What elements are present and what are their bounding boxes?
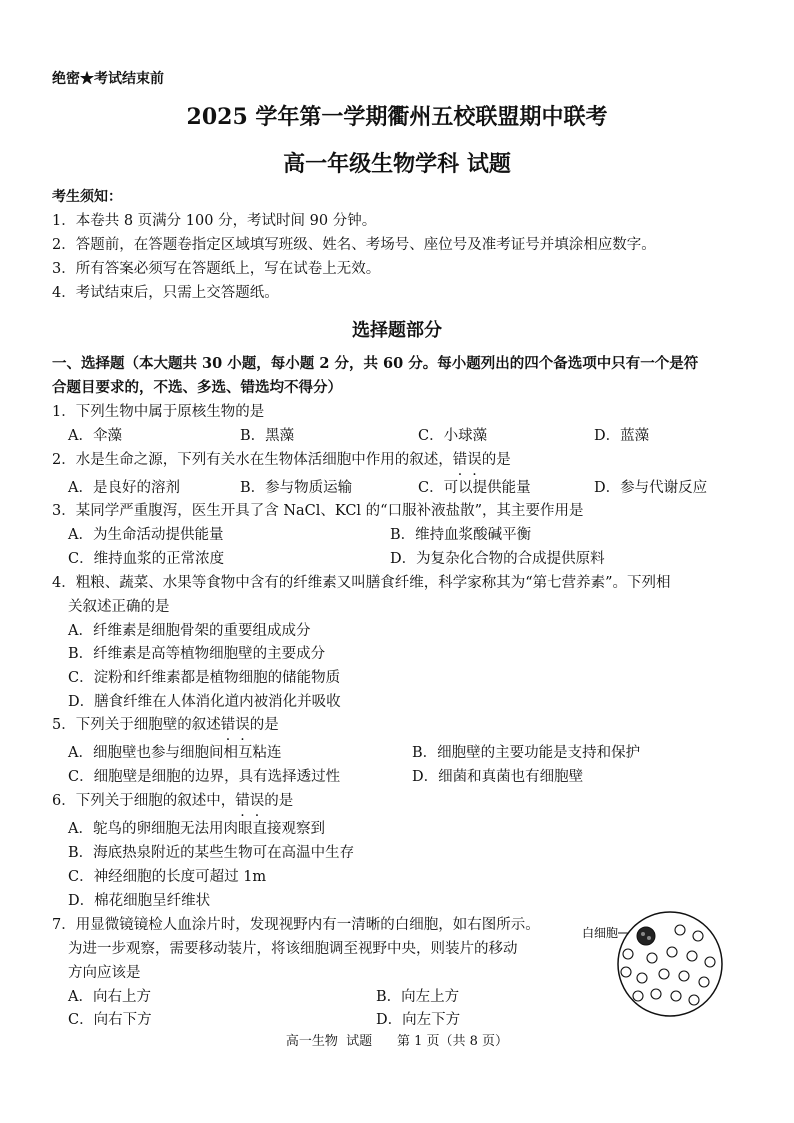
- notice-item-2: 2．答题前，在答题卷指定区域填写班级、姓名、考场号、座位号及准考证号并填涂相应数字。: [52, 237, 656, 253]
- q2-emphasis-2: 误: [467, 452, 482, 468]
- q1-option-b: B．黑藻: [240, 428, 295, 444]
- q5-option-b: B．细胞壁的主要功能是支持和保护: [412, 745, 641, 761]
- q1-option-c: C．小球藻: [418, 428, 488, 444]
- q4-option-d: D．膳食纤维在人体消化道内被消化并吸收: [68, 694, 341, 710]
- q2-stem-post: 的是: [481, 452, 511, 468]
- q4-option-b: B．纤维素是高等植物细胞壁的主要成分: [68, 646, 326, 662]
- q7-option-a: A．向右上方: [68, 989, 151, 1005]
- red-blood-cell: [693, 931, 703, 941]
- red-blood-cell: [689, 995, 699, 1005]
- red-blood-cell: [671, 991, 681, 1001]
- q5-emphasis-1: 错: [220, 717, 236, 733]
- page-footer: 高一生物 试题 第 1 页（共 8 页）: [285, 1034, 509, 1049]
- q4-stem-line2: 关叙述正确的是: [68, 599, 170, 615]
- section-title: 选择题部分: [352, 320, 442, 341]
- q1-option-d: D．蓝藻: [594, 428, 650, 444]
- notice-heading: 考生须知：: [52, 189, 122, 205]
- exam-title: 2025 学年第一学期衢州五校联盟期中联考: [186, 104, 608, 130]
- secret-mark: 绝密★考试结束前: [52, 71, 164, 87]
- red-blood-cell: [637, 973, 647, 983]
- q5-emphasis-2: 误: [235, 717, 250, 733]
- figure-label-white-cell: 白细胞: [582, 926, 619, 940]
- q2-option-b: B．参与物质运输: [240, 480, 353, 496]
- q7-stem-line1: 7．用显微镜镜检人血涂片时，发现视野内有一清晰的白细胞，如右图所示。: [52, 917, 540, 933]
- q5-stem: [52, 713, 279, 734]
- q5-stem-pre: 5．下列关于细胞壁的叙述: [52, 717, 221, 733]
- notice-item-1: 1．本卷共 8 页满分 100 分，考试时间 90 分钟。: [52, 213, 377, 229]
- q6-option-a: A．鸵鸟的卵细胞无法用肉眼直接观察到: [68, 821, 325, 837]
- q1-option-a: A．伞藻: [68, 428, 122, 444]
- microscope-field-svg: [580, 906, 760, 1021]
- q6-stem-post: 的是: [264, 793, 294, 809]
- red-blood-cell: [659, 969, 669, 979]
- notice-item-3: 3．所有答案必须写在答题纸上，写在试卷上无效。: [52, 261, 381, 277]
- q6-option-d: D．棉花细胞呈纤维状: [68, 893, 211, 909]
- q7-option-b: B．向左上方: [376, 989, 460, 1005]
- red-blood-cell: [623, 949, 633, 959]
- q7-stem-line2: 为进一步观察，需要移动装片，将该细胞调至视野中央，则装片的移动: [68, 941, 518, 957]
- cell-granule: [647, 936, 651, 940]
- q5-option-c: C．细胞壁是细胞的边界，具有选择透过性: [68, 769, 341, 785]
- q2-stem-pre: 2．水是生命之源，下列有关水在生物体活细胞中作用的叙述，: [52, 452, 453, 468]
- q5-option-d: D．细菌和真菌也有细胞壁: [412, 769, 584, 785]
- q6-option-b: B．海底热泉附近的某些生物可在高温中生存: [68, 845, 355, 861]
- red-blood-cell: [633, 991, 643, 1001]
- red-blood-cell: [621, 967, 631, 977]
- q3-option-a: A．为生命活动提供能量: [68, 527, 224, 543]
- q6-emphasis-1: 错: [235, 793, 250, 809]
- red-blood-cell: [679, 971, 689, 981]
- q4-option-c: C．淀粉和纤维素都是植物细胞的储能物质: [68, 670, 341, 686]
- q7-option-d: D．向左下方: [376, 1012, 461, 1028]
- q3-option-d: D．为复杂化合物的合成提供原料: [390, 551, 605, 567]
- q2-emphasis-1: 错: [452, 452, 468, 468]
- q2-stem: [52, 448, 511, 469]
- q7-option-c: C．向右下方: [68, 1012, 152, 1028]
- q2-option-a: A．是良好的溶剂: [68, 480, 180, 496]
- q6-stem: [52, 789, 293, 810]
- part-heading-line2: 合题目要求的，不选、多选、错选均不得分）: [52, 379, 342, 396]
- microscope-field-figure: [580, 906, 760, 1021]
- q1-stem: 1．下列生物中属于原核生物的是: [52, 404, 265, 420]
- q5-option-a: A．细胞壁也参与细胞间相互粘连: [68, 745, 282, 761]
- exam-subtitle: 高一年级生物学科 试题: [283, 151, 511, 177]
- red-blood-cell: [705, 957, 715, 967]
- white-blood-cell: [637, 927, 655, 945]
- q6-stem-pre: 6．下列关于细胞的叙述中，: [52, 793, 236, 809]
- q2-option-d: D．参与代谢反应: [594, 480, 708, 496]
- q4-option-a: A．纤维素是细胞骨架的重要组成成分: [68, 623, 311, 639]
- red-blood-cell: [647, 953, 657, 963]
- red-blood-cell: [675, 925, 685, 935]
- q4-stem-line1: 4．粗粮、蔬菜、水果等食物中含有的纤维素又叫膳食纤维，科学家称其为“第七营养素”。下列相: [52, 575, 671, 591]
- part-heading-line1: 一、选择题（本大题共 30 小题，每小题 2 分，共 60 分。每小题列出的四个备选项中只有一个是符: [52, 355, 699, 372]
- red-blood-cell: [699, 977, 709, 987]
- q6-option-c: C．神经细胞的长度可超过 1m: [68, 869, 267, 885]
- q6-emphasis-2: 误: [249, 793, 265, 809]
- red-blood-cell: [687, 951, 697, 961]
- q2-option-c: C．可以提供能量: [418, 480, 531, 496]
- q7-stem-line3: 方向应该是: [68, 965, 141, 981]
- red-blood-cell: [667, 947, 677, 957]
- q3-option-b: B．维持血浆酸碱平衡: [390, 527, 532, 543]
- cell-granule: [641, 932, 645, 936]
- q3-stem: 3．某同学严重腹泻，医生开具了含 NaCl、KCl 的“口服补液盐散”，其主要作用是: [52, 503, 584, 519]
- notice-item-4: 4．考试结束后，只需上交答题纸。: [52, 285, 279, 301]
- q3-option-c: C．维持血浆的正常浓度: [68, 551, 225, 567]
- red-blood-cell: [651, 989, 661, 999]
- q5-stem-post: 的是: [249, 717, 279, 733]
